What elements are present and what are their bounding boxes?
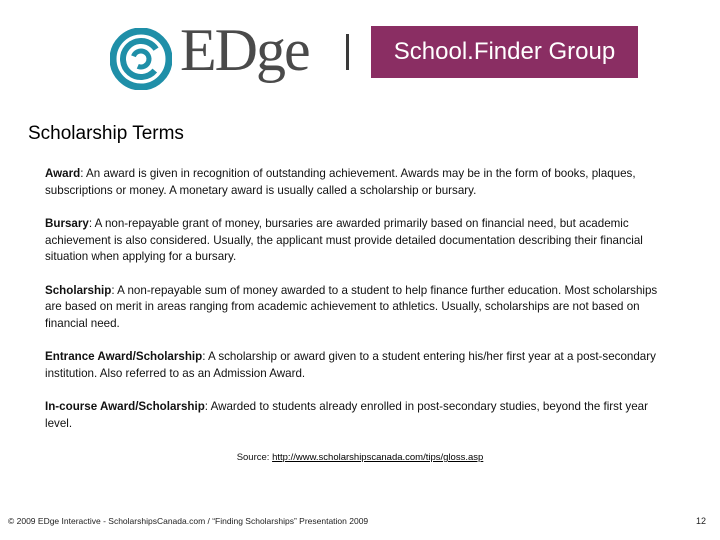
logo-divider xyxy=(346,34,349,70)
footer-copyright: © 2009 EDge Interactive - ScholarshipsCanada.com / “Finding Scholarships” Presentation 2009 xyxy=(8,516,369,526)
term-definition: : A non-repayable sum of money awarded to a student to help finance further education. Most scholarships are based on merit in areas ranging from academic achievement to athletics. Usually, scholarships are not based on financial need. xyxy=(45,283,658,330)
term-name: Award xyxy=(45,167,81,180)
source-label: Source: xyxy=(236,452,273,463)
term-definition: : A non-repayable grant of money, bursaries are awarded primarily based on financial need, but academic achievement is also considered. Usually, the applicant must provide detailed documentation describing their financial situation when applying for a bursary. xyxy=(45,217,643,263)
term-definition: : An award is given in recognition of outstanding achievement. Awards may be in the form of books, plaques, subscriptions or money. A monetary award is usually called a scholarship or bursary. xyxy=(45,167,636,197)
page-title: Scholarship Terms xyxy=(28,123,184,144)
source-line xyxy=(0,451,720,465)
school-finder-group-banner: School.Finder Group xyxy=(371,26,638,78)
source-link[interactable]: http://www.scholarshipscanada.com/tips/gloss.asp xyxy=(272,452,484,463)
page-number: 12 xyxy=(695,516,706,526)
term-bursary xyxy=(45,216,675,266)
term-name: Bursary xyxy=(45,217,89,230)
term-definition: : Awarded to students already enrolled in post-secondary studies, beyond the first year level. xyxy=(45,400,648,430)
term-name: Scholarship xyxy=(45,283,112,297)
edge-logo-text: EDge xyxy=(180,17,309,83)
term-in-course-award xyxy=(45,399,675,432)
term-name: In-course Award/Scholarship xyxy=(45,400,205,413)
term-definition: : A scholarship or award given to a student entering his/her first year at a post-secondary institution. Also referred to as an Admission Award. xyxy=(45,350,656,380)
edge-swirl-logo-icon xyxy=(110,28,172,90)
term-entrance-award xyxy=(45,349,675,382)
term-list xyxy=(45,166,675,449)
term-award xyxy=(45,166,675,199)
term-name: Entrance Award/Scholarship xyxy=(45,350,203,363)
term-scholarship xyxy=(45,283,675,333)
